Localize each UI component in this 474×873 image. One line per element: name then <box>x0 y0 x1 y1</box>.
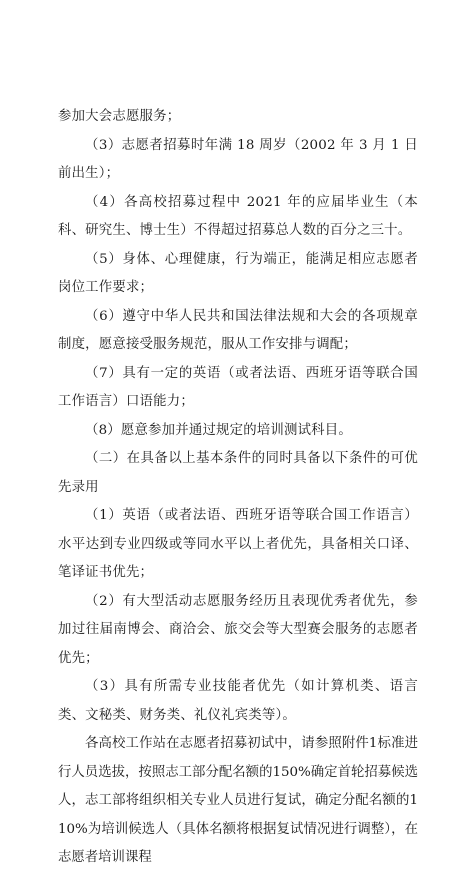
paragraph-law-compliance: （6）遵守中华人民共和国法律法规和大会的各项规章制度，愿意接受服务规范，服从工作安排与调配； <box>58 308 418 352</box>
paragraph-language-ability: （7）具有一定的英语（或者法语、西班牙语等联合国工作语言）口语能力； <box>58 365 418 409</box>
paragraph-selection-process: 各高校工作站在志愿者招募初试中，请参照附件1标准进行人员选拔，按照志工部分配名额的150%确定首轮招募候选人，志工部将组织相关专业人员进行复试，确定分配名额的110%为培训候选人（具体名额将根据复试情况进行调整），在志愿者培训课程 <box>58 736 418 865</box>
paragraph-continuation: 参加大会志愿服务； <box>58 109 181 124</box>
paragraph-health-requirement: （5）身体、心理健康，行为端正，能满足相应志愿者岗位工作要求； <box>58 251 418 295</box>
section-heading-priority: （二）在具备以上基本条件的同时具备以下条件的可优先录用 <box>58 451 418 495</box>
paragraph-priority-experience: （2）有大型活动志愿服务经历且表现优秀者优先，参加过往届南博会、商洽会、旅交会等大型赛会服务的志愿者优先； <box>58 593 418 666</box>
paragraph-age-requirement: （3）志愿者招募时年满 18 周岁（2002 年 3 月 1 日前出生）； <box>58 137 418 181</box>
paragraph-priority-skills: （3）具有所需专业技能者优先（如计算机类、语言类、文秘类、财务类、礼仪礼宾类等）。 <box>58 679 418 723</box>
paragraph-graduate-quota: （4）各高校招募过程中 2021 年的应届毕业生（本科、研究生、博士生）不得超过招募总人数的百分之三十。 <box>58 194 418 238</box>
paragraph-priority-language: （1）英语（或者法语、西班牙语等联合国工作语言）水平达到专业四级或等同水平以上者优先，具备相关口译、笔译证书优先； <box>58 508 418 580</box>
paragraph-training-test: （8）愿意参加并通过规定的培训测试科目。 <box>85 422 352 438</box>
document-body <box>58 103 418 873</box>
